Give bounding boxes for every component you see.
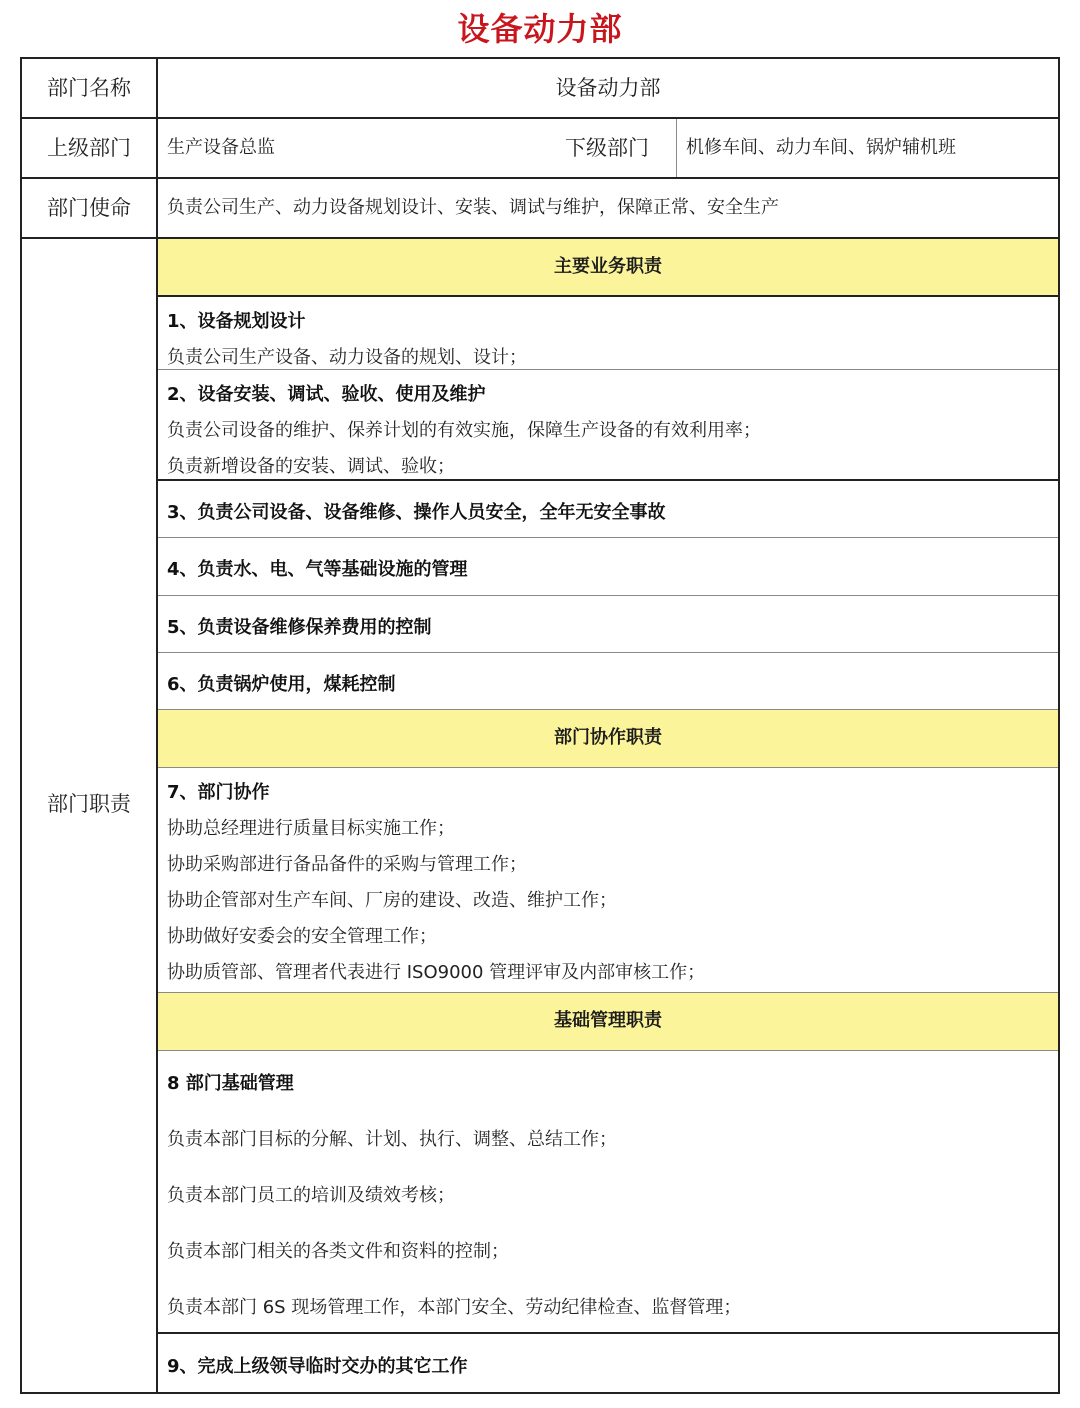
item-line: 协助质管部、管理者代表进行 ISO9000 管理评审及内部审核工作； (167, 962, 706, 983)
page-title: 设备动力部 (457, 10, 623, 48)
superior-label: 上级部门 (47, 136, 131, 160)
section-cooperation-duties: 部门协作职责 (158, 710, 1058, 768)
item-line: 负责本部门目标的分解、计划、执行、调整、总结工作； (167, 1129, 617, 1150)
dept-name-value: 设备动力部 (555, 76, 661, 100)
item-heading: 2、设备安装、调试、验收、使用及维护 (167, 384, 486, 405)
item-heading: 8 部门基础管理 (167, 1073, 294, 1094)
superior-value: 生产设备总监 (167, 137, 275, 158)
item-line: 负责本部门相关的各类文件和资料的控制； (167, 1241, 509, 1262)
duty-item-4 (158, 538, 1058, 596)
item-line: 协助做好安委会的安全管理工作； (167, 926, 437, 947)
mission-value: 负责公司生产、动力设备规划设计、安装、调试与维护，保障正常、安全生产 (167, 197, 779, 218)
item-heading: 1、设备规划设计 (167, 311, 306, 332)
item-line: 负责本部门员工的培训及绩效考核； (167, 1185, 455, 1206)
item-line: 负责本部门 6S 现场管理工作，本部门安全、劳动纪律检查、监督管理； (167, 1297, 742, 1318)
item-line: 协助采购部进行备品备件的采购与管理工作； (167, 854, 527, 875)
item-line: 协助总经理进行质量目标实施工作； (167, 818, 455, 839)
duties-label: 部门职责 (47, 792, 131, 816)
department-table (20, 57, 1060, 1394)
duty-item-6 (158, 653, 1058, 710)
subordinate-value: 机修车间、动力车间、锅炉辅机班 (686, 137, 956, 158)
duty-item-2 (158, 370, 1058, 481)
dept-name-label: 部门名称 (47, 76, 131, 100)
item-heading: 9、完成上级领导临时交办的其它工作 (167, 1356, 468, 1377)
section-basic-duties: 基础管理职责 (158, 993, 1058, 1051)
mission-label: 部门使命 (47, 196, 131, 220)
duty-item-1 (158, 297, 1058, 370)
item-line: 协助企管部对生产车间、厂房的建设、改造、维护工作； (167, 890, 617, 911)
duty-item-8 (158, 1051, 1058, 1334)
item-heading: 4、负责水、电、气等基础设施的管理 (167, 559, 468, 580)
subordinate-label: 下级部门 (565, 136, 649, 160)
duty-item-5 (158, 596, 1058, 653)
item-heading: 7、部门协作 (167, 782, 270, 803)
item-line: 负责新增设备的安装、调试、验收； (167, 456, 455, 477)
item-line: 负责公司生产设备、动力设备的规划、设计； (167, 347, 527, 368)
item-heading: 6、负责锅炉使用，煤耗控制 (167, 674, 396, 695)
duty-item-7 (158, 768, 1058, 993)
duty-item-3 (158, 481, 1058, 538)
subordinate-divider (676, 119, 677, 177)
duty-item-9 (158, 1334, 1058, 1392)
section-main-duties: 主要业务职责 (158, 239, 1058, 297)
row-dept-name (22, 59, 1058, 119)
row-superior (22, 119, 1058, 179)
item-line: 负责公司设备的维护、保养计划的有效实施，保障生产设备的有效利用率； (167, 420, 761, 441)
row-mission (22, 179, 1058, 239)
item-heading: 3、负责公司设备、设备维修、操作人员安全，全年无安全事故 (167, 502, 666, 523)
item-heading: 5、负责设备维修保养费用的控制 (167, 617, 432, 638)
